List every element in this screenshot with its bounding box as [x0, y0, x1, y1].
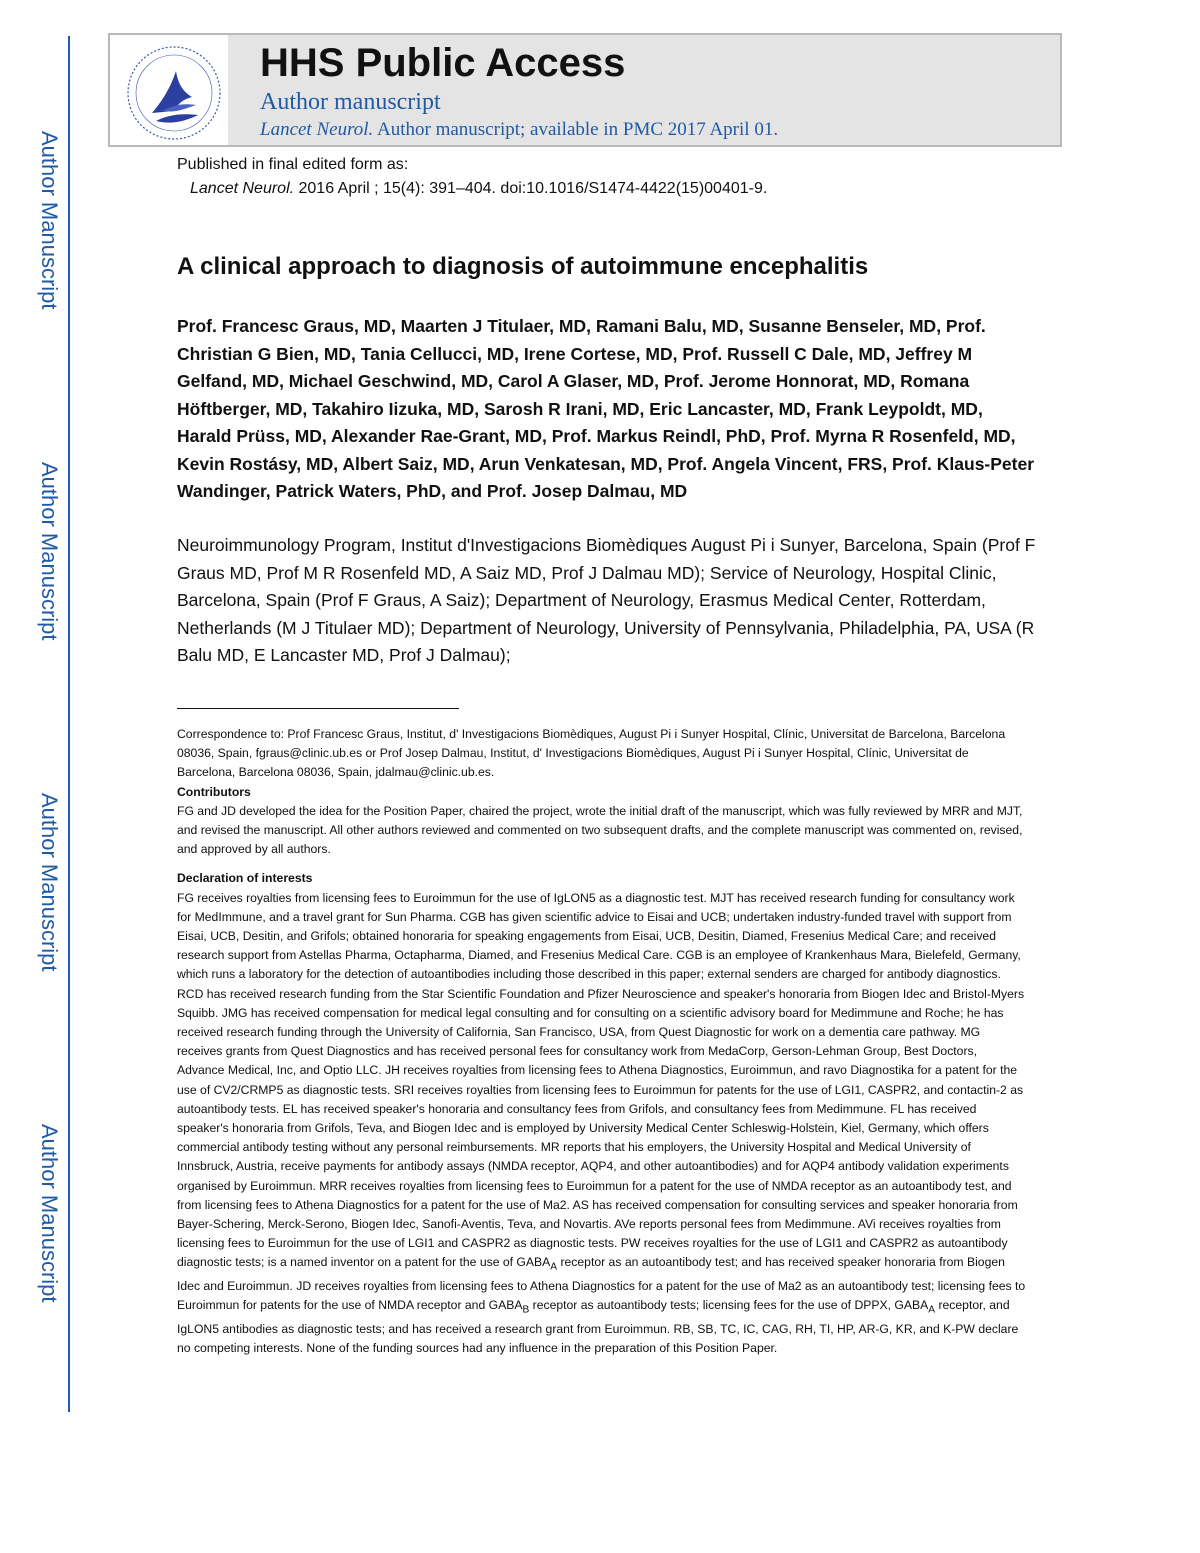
side-label-author-manuscript: Author Manuscript	[37, 462, 62, 641]
interests-text-part: FG receives royalties from licensing fees to Euroimmun for the use of IgLON5 as a diagnostic test. MJT has received research funding for consultancy work for MedImmune, and a travel grant for Sun Pharma. CGB has given scientific advice to Eisai and UCB; undertaken industry-funded travel with support from Eisai, UCB, Desitin, and Grifols; obtained honoraria for speaking engagements from Eisai, UCB, Desitin, Diamed, Fresenius Medical Care; and received research support from Astellas Pharma, Octapharma, Diamed, and Fresenius Medical Care. CGB is an employee of Krankenhaus Mara, Bielefeld, Germany, which runs a laboratory for the detection of autoantibodies including those described in this paper; external senders are charged for antibody diagnostics. RCD has received research funding from the Star Scientific Foundation and Pfizer Neuroscience and speaker's honoraria from Biogen Idec and Bristol-Myers Squibb. JMG has received compensation for medical legal consulting and for consulting on a scientific advisory board for Medimmune and Roche; he has received research funding through the University of California, San Francisco, USA, from Quest Diagnostic for work on a dementia care pathway. MG receives grants from Quest Diagnostics and has received personal fees for consultancy work from MedaCorp, Gerson-Lehman Group, Best Doctors, Advance Medical, Inc, and Optio LLC. JH receives royalties from licensing fees to Athena Diagnostics, Euroimmun, and ravo Diagnostika for a patent for the use of CV2/CRMP5 as diagnostic tests. SRI receives royalties from licensing fees to Euroimmun for patents for the use of LGI1, CASPR2, and contactin-2 as autoantibody tests. EL has received speaker's honoraria and consultancy fees from Grifols, and consultancy fees from Medimmune. FL has received speaker's honoraria from Grifols, Teva, and Biogen Idec and is employed by University Medical Center Schleswig-Holstein, Kiel, Germany, which offers commercial antibody testing without any personal reimbursements. MR reports that his employers, the University Hospital and Medical University of Innsbruck, Austria, receive payments for antibody assays (NMDA receptor, AQP4, and other autoantibodies) and for AQP4 antibody validation experiments organised by Euroimmun. MRR receives royalties from licensing fees to Euroimmun for a patent for the use of NMDA receptor as an autoantibody test, and from licensing fees to Athena Diagnostics for a patent for the use of Ma2. AS has received compensation for consulting services and speaker honoraria from Bayer-Schering, Merck-Serono, Biogen Idec, Sanofi-Aventis, Teva, and Novartis. AVe reports personal fees from Medimmune. AVi receives royalties from licensing fees to Euroimmun for the use of LGI1 and CASPR2 as diagnostic tests. PW receives royalties for the use of LGI1 and CASPR2 as autoantibody diagnostic tests; is a named inventor on a patent for the use of GABA	[177, 890, 1025, 1270]
interests-text-part: receptor as an autoantibody test; and has received speaker honoraria from Biogen Idec and Euroimmun. JD receives royalties from licensing fees to Athena Diagnostics for a patent for the use of Ma2 as an autoantibody test; licensing fees to Euroimmun for patents for the use of NMDA receptor and GABA	[177, 1255, 1026, 1313]
side-label-author-manuscript: Author Manuscript	[37, 1124, 62, 1303]
author-manuscript-label: Author manuscript	[260, 89, 441, 115]
header-panel	[228, 35, 1060, 145]
published-label: Published in final edited form as:	[177, 156, 409, 173]
journal-name: Lancet Neurol.	[260, 119, 374, 140]
contributors-text: FG and JD developed the idea for the Position Paper, chaired the project, wrote the initial draft of the manuscript, which was fully reviewed by MRR and MJT, and revised the manuscript. All other authors reviewed and commented on two subsequent drafts, and the complete manuscript was commented on, revised, and approved by all authors.	[177, 803, 1023, 857]
citation-text: 2016 April ; 15(4): 391–404. doi:10.1016/S1474-4422(15)00401-9.	[294, 180, 768, 197]
hhs-public-access-title: HHS Public Access	[260, 41, 626, 85]
affiliations: Neuroimmunology Program, Institut d'Investigacions Biomèdiques August Pi i Sunyer, Barcelona, Spain (Prof F Graus MD, Prof M R Rosenfeld MD, A Saiz MD, Prof J Dalmau MD); Service of Neurology, Hospital Clinic, Barcelona, Spain (Prof F Graus, A Saiz); Department of Neurology, Erasmus Medical Center, Rotterdam, Netherlands (M J Titulaer MD); Department of Neurology, University of Pennsylvania, Philadelphia, PA, USA (R Balu MD, E Lancaster MD, Prof J Dalmau);	[177, 535, 1036, 665]
citation-line	[190, 180, 767, 198]
article-title: A clinical approach to diagnosis of autoimmune encephalitis	[177, 253, 869, 280]
subscript-a: A	[928, 1304, 936, 1316]
hhs-header	[108, 33, 1062, 147]
availability-line	[260, 119, 778, 141]
side-label-author-manuscript: Author Manuscript	[37, 793, 62, 972]
citation-journal: Lancet Neurol.	[190, 180, 295, 197]
subscript-a: A	[550, 1261, 558, 1273]
author-list: Prof. Francesc Graus, MD, Maarten J Titulaer, MD, Ramani Balu, MD, Susanne Benseler, MD, Prof. Christian G Bien, MD, Tania Cellucci, MD, Irene Cortese, MD, Prof. Russell C Dale, MD, Jeffrey M Gelfand, MD, Michael Geschwind, MD, Carol A Glaser, MD, Prof. Jerome Honnorat, MD, Romana Höftberger, MD, Takahiro Iizuka, MD, Sarosh R Irani, MD, Eric Lancaster, MD, Frank Leypoldt, MD, Harald Prüss, MD, Alexander Rae-Grant, MD, Prof. Markus Reindl, PhD, Prof. Myrna R Rosenfeld, MD, Kevin Rostásy, MD, Albert Saiz, MD, Arun Venkatesan, MD, Prof. Angela Vincent, FRS, Prof. Klaus-Peter Wandinger, Patrick Waters, PhD, and Prof. Josep Dalmau, MD	[177, 316, 1035, 501]
side-label-author-manuscript: Author Manuscript	[37, 131, 62, 310]
interests-heading: Declaration of interests	[177, 871, 313, 886]
hhs-eagle-logo-icon	[122, 41, 226, 145]
subscript-b: B	[522, 1304, 530, 1316]
footnotes	[177, 725, 1027, 1358]
margin-rule	[68, 36, 70, 1412]
interests-text-part: receptor as autoantibody tests; licensing fees for the use of DPPX, GABA	[529, 1298, 929, 1313]
correspondence-note: Correspondence to: Prof Francesc Graus, Institut, d' Investigacions Biomèdiques, August Pi i Sunyer Hospital, Clínic, Universitat de Barcelona, Barcelona 08036, Spain, fgraus@clinic.ub.es or Prof Josep Dalmau, Institut, d' Investigacions Biomèdiques, August Pi i Sunyer Hospital, Clínic, Universitat de Barcelona, Barcelona 08036, Spain, jdalmau@clinic.ub.es.	[177, 727, 1006, 780]
interests-text-part: receptor, and IgLON5 antibodies as diagnostic tests; and has received a research grant from Euroimmun. RB, SB, TC, IC, CAG, RH, TI, HP, AR-G, KR, and K-PW declare no competing interests. None of the funding sources had any influence in the preparation of this Position Paper.	[177, 1298, 1019, 1356]
contributors-heading: Contributors	[177, 784, 251, 799]
interests-text	[177, 889, 1027, 1359]
availability-text: Author manuscript; available in PMC 2017 April 01.	[373, 119, 779, 140]
footnote-divider	[177, 708, 459, 709]
